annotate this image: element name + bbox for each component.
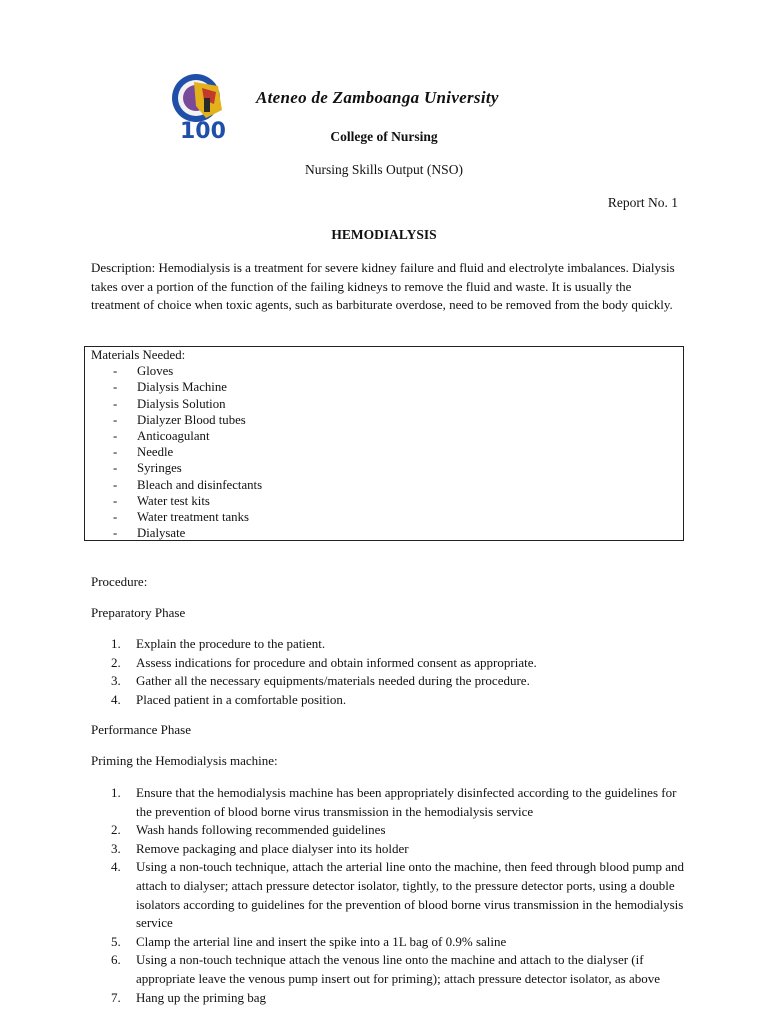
list-item: 4. Using a non-touch technique, attach the arterial line onto the machine, then feed through blood pump and attach to dialyser; attach pressure detector isolator, tightly, to the pressure detector ports, using a double isolators according to guidelines for the prevention of blood borne virus transmission in the hemodialysis service xyxy=(111,859,684,931)
list-item: - Needle xyxy=(113,445,174,460)
priming-steps xyxy=(91,784,691,1007)
report-number: Report No. 1 xyxy=(607,195,678,210)
list-item: - Water test kits xyxy=(113,493,210,508)
list-item: - Gloves xyxy=(113,364,174,379)
description-paragraph: Description: Hemodialysis is a treatment for severe kidney failure and fluid and electrolyte imbalances. Dialysis takes over a portion of the function of the failing kidneys to remove the fluid and waste. It is usually the treatment of choice when toxic agents, such as barbiturate overdose, need to be removed from the body quickly. xyxy=(91,260,675,312)
list-item: - Syringes xyxy=(113,461,182,476)
list-item: - Dialysis Solution xyxy=(113,396,226,411)
preparatory-steps xyxy=(91,635,691,709)
priming-heading: Priming the Hemodialysis machine: xyxy=(91,753,278,768)
materials-heading: Materials Needed: xyxy=(91,348,186,362)
list-item: 1. Explain the procedure to the patient. xyxy=(111,636,326,651)
list-item: 6. Using a non-touch technique attach the venous line onto the machine and attach to the dialyser (if appropriate leave the venous pump insert out for priming); attach pressure detector isolator, as above xyxy=(111,952,660,986)
list-item: 2. Assess indications for procedure and obtain informed consent as appropriate. xyxy=(111,654,537,670)
list-item: 3. Gather all the necessary equipments/materials needed during the procedure. xyxy=(111,673,530,689)
preparatory-phase-heading: Preparatory Phase xyxy=(91,605,186,620)
list-item: - Dialysis Machine xyxy=(113,380,227,395)
list-item: 4. Placed patient in a comfortable position. xyxy=(111,691,347,707)
output-title: Nursing Skills Output (NSO) xyxy=(305,162,463,177)
performance-phase-heading: Performance Phase xyxy=(91,722,191,737)
list-item: - Anticoagulant xyxy=(113,429,210,444)
list-item: - Dialyzer Blood tubes xyxy=(113,412,246,427)
document-title: HEMODIALYSIS xyxy=(331,227,437,242)
list-item: 3. Remove packaging and place dialyser into its holder xyxy=(111,840,409,856)
materials-box xyxy=(84,346,684,541)
procedure-heading: Procedure: xyxy=(91,574,148,589)
list-item: 7. Hang up the priming bag xyxy=(111,989,266,1005)
materials-list xyxy=(91,363,683,541)
list-item: - Dialysate xyxy=(113,526,186,541)
list-item: 5. Clamp the arterial line and insert the spike into a 1L bag of 0.9% saline xyxy=(111,933,507,949)
list-item: - Water treatment tanks xyxy=(113,510,249,525)
svg-text:100: 100 xyxy=(180,119,226,142)
college-name: College of Nursing xyxy=(330,129,438,144)
list-item: 1. Ensure that the hemodialysis machine has been appropriately disinfected according to the guidelines for the prevention of blood borne virus transmission in the hemodialysis service xyxy=(111,785,677,819)
list-item: - Bleach and disinfectants xyxy=(113,477,263,492)
university-name: Ateneo de Zamboanga University xyxy=(256,88,499,107)
list-item: 2. Wash hands following recommended guidelines xyxy=(111,822,386,838)
